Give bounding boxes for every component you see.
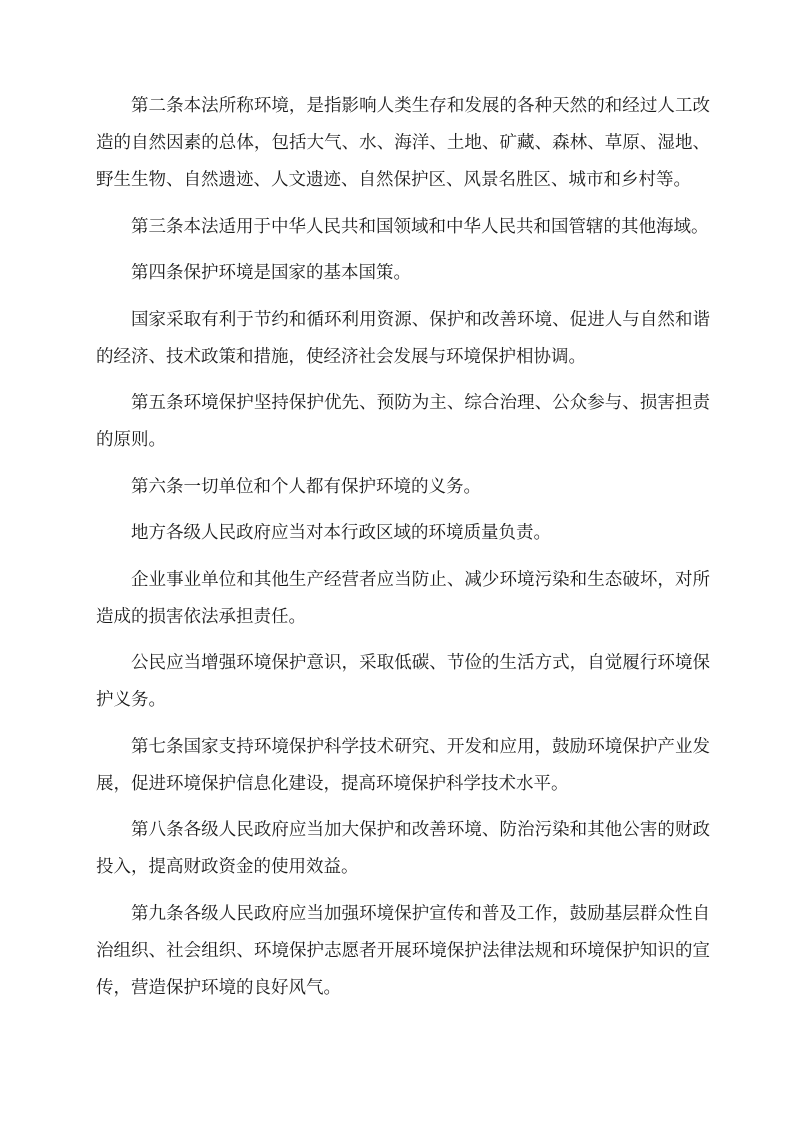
paragraph-article-7: 第七条国家支持环境保护科学技术研究、开发和应用，鼓励环境保护产业发展，促进环境保护信息化建设，提高环境保护科学技术水平。 [96,736,710,794]
paragraph-article-4-detail: 国家采取有利于节约和循环利用资源、保护和改善环境、促进人与自然和谐的经济、技术政策和措施，使经济社会发展与环境保护相协调。 [96,309,710,367]
document-body [96,88,710,1016]
paragraph-article-3: 第三条本法适用于中华人民共和国领域和中华人民共和国管辖的其他海域。 [131,216,709,237]
paragraph-article-6-enterprise: 企业事业单位和其他生产经营者应当防止、减少环境污染和生态破坏，对所造成的损害依法承担责任。 [96,569,710,627]
paragraph-article-4: 第四条保护环境是国家的基本国策。 [131,263,411,283]
paragraph-article-6-citizen: 公民应当增强环境保护意识，采取低碳、节俭的生活方式，自觉履行环境保护义务。 [96,653,710,710]
paragraph-article-5: 第五条环境保护坚持保护优先、预防为主、综合治理、公众参与、损害担责的原则。 [96,393,710,450]
paragraph-article-6: 第六条一切单位和个人都有保护环境的义务。 [131,476,481,497]
paragraph-article-9: 第九条各级人民政府应当加强环境保护宣传和普及工作，鼓励基层群众性自治组织、社会组织、环境保护志愿者开展环境保护法律法规和环境保护知识的宣传，营造保护环境的良好风气。 [96,903,710,998]
paragraph-article-6-government: 地方各级人民政府应当对本行政区域的环境质量负责。 [131,523,551,543]
paragraph-article-2: 第二条本法所称环境，是指影响人类生存和发展的各种天然的和经过人工改造的自然因素的总体，包括大气、水、海洋、土地、矿藏、森林、草原、湿地、野生生物、自然遗迹、人文遗迹、自然保护区、风景名胜区、城市和乡村等。 [96,96,710,190]
paragraph-article-8: 第八条各级人民政府应当加大保护和改善环境、防治污染和其他公害的财政投入，提高财政资金的使用效益。 [96,820,710,877]
